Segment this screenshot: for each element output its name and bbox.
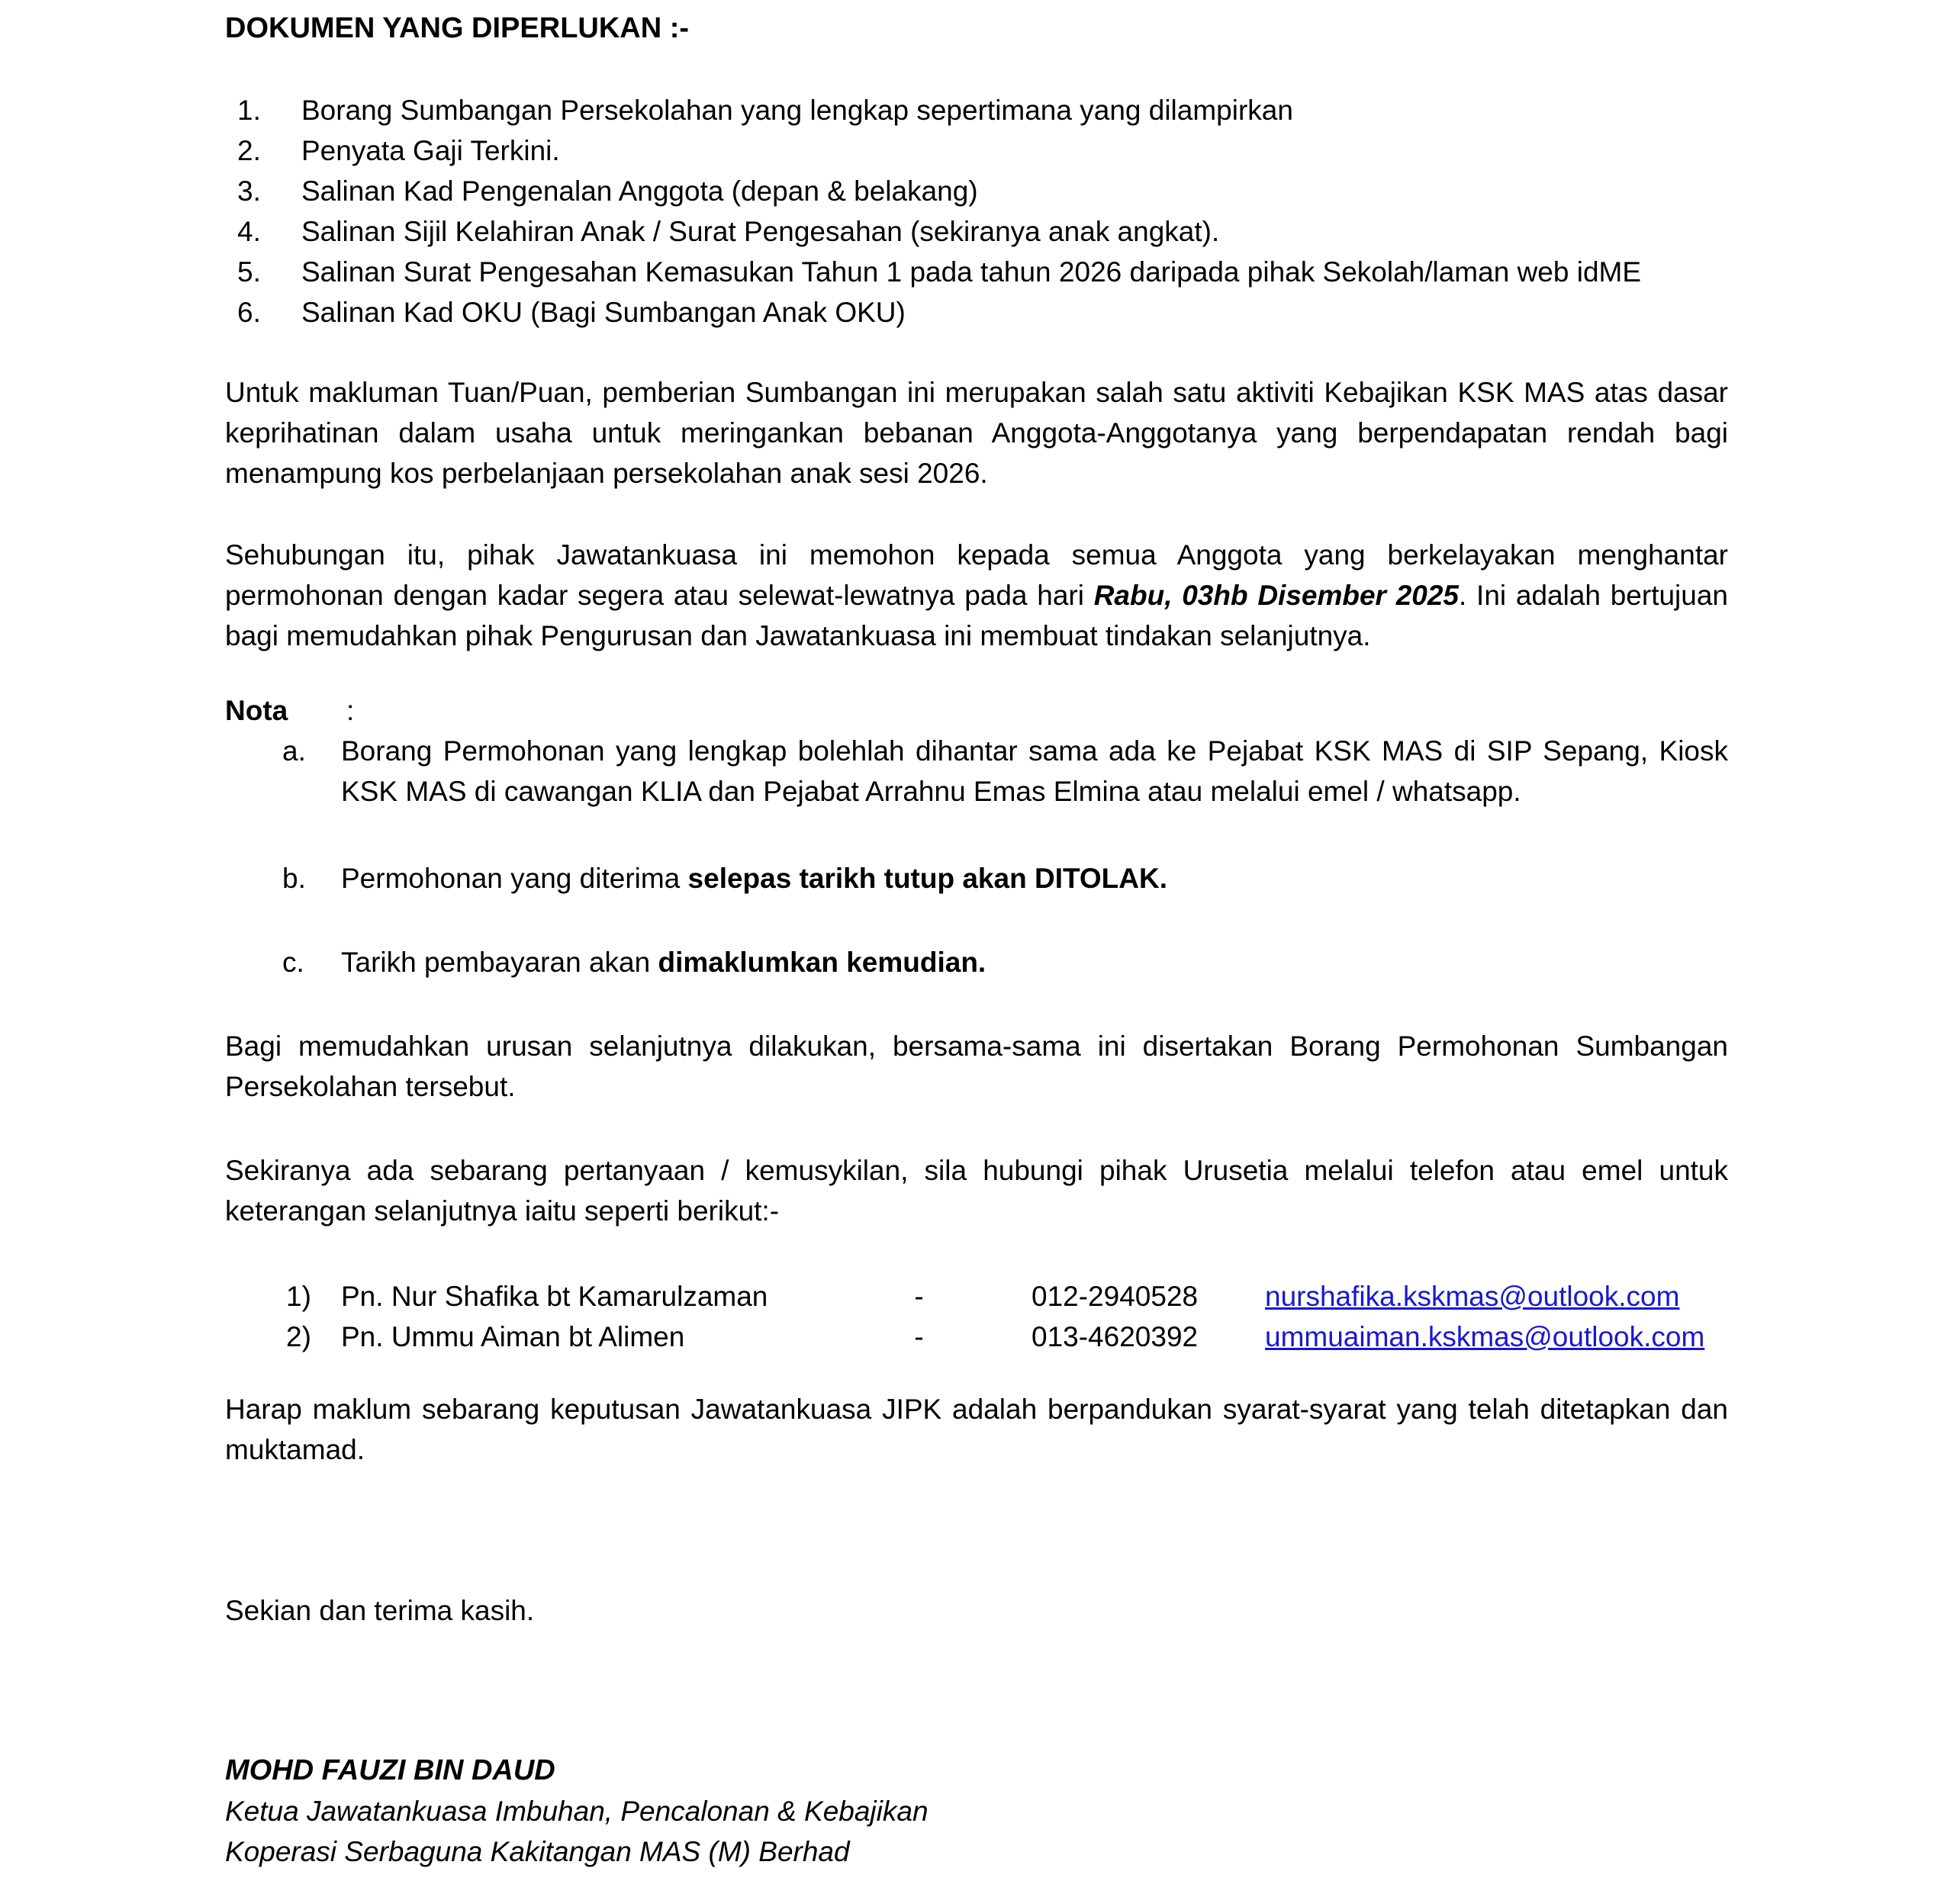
contact-row [286,1317,1728,1357]
contact-number: 2) [286,1321,311,1352]
list-item-text: Borang Sumbangan Persekolahan yang lengkap sepertimana yang dilampirkan [301,95,1293,126]
paragraph-intro: Untuk makluman Tuan/Puan, pemberian Sumbangan ini merupakan salah satu aktiviti Kebajikan KSK MAS atas dasar keprihatinan dalam usaha untuk meringankan bebanan Anggota-Anggotanya yang berpendapatan rendah bagi menampung kos perbelanjaan persekolahan anak sesi 2026. [225,377,1728,489]
contact-separator: - [914,1281,924,1312]
list-item-text: Salinan Kad Pengenalan Anggota (depan & belakang) [301,175,978,207]
list-item-text: Salinan Kad OKU (Bagi Sumbangan Anak OKU) [301,297,906,328]
required-doc-item [237,90,1728,130]
list-item-text: Salinan Surat Pengesahan Kemasukan Tahun 1 pada tahun 2026 daripada pihak Sekolah/laman web idME [301,256,1642,288]
contact-row [286,1276,1728,1317]
required-documents-list [237,90,1728,333]
nota-item-a [282,731,1728,812]
required-doc-item [237,252,1728,292]
list-number: 6. [237,297,261,328]
paragraph-enquiry: Sekiranya ada sebarang pertanyaan / kemusykilan, sila hubungi pihak Urusetia melalui telefon atau emel untuk keterangan selanjutnya iaitu seperti berikut:- [225,1155,1728,1227]
nota-item-b-bold: selepas tarikh tutup akan DITOLAK. [687,863,1168,894]
deadline-date-emphasis: Rabu, 03hb Disember 2025 [1093,580,1460,611]
nota-label: Nota [225,695,288,726]
contact-email-cell [1265,1276,1728,1317]
contact-phone: 013-4620392 [1031,1321,1199,1352]
signatory-organisation: Koperasi Serbaguna Kakitangan MAS (M) Berhad [225,1836,850,1867]
nota-heading [225,690,1728,731]
nota-item-b-text [341,858,1728,899]
list-item-text: Penyata Gaji Terkini. [301,135,560,166]
nota-item-c-bold: dimaklumkan kemudian. [658,947,986,978]
list-number: 5. [237,256,261,288]
contact-number: 1) [286,1281,311,1312]
signatory-name: MOHD FAUZI BIN DAUD [225,1754,555,1786]
signature-block [225,1751,1728,1872]
list-number: 2. [237,135,261,166]
closing-line: Sekian dan terima kasih. [225,1595,535,1626]
list-letter: a. [282,735,306,767]
paragraph-final-notice: Harap maklum sebarang keputusan Jawatankuasa JIPK adalah berpandukan syarat-syarat yang telah ditetapkan dan muktamad. [225,1394,1728,1465]
list-letter: c. [282,947,304,978]
nota-item-b-pre: Permohonan yang diterima [341,863,688,894]
required-doc-item [237,292,1728,333]
nota-item-b [282,858,1728,899]
nota-item-c [282,942,1728,982]
document-title: DOKUMEN YANG DIPERLUKAN :- [225,12,690,44]
nota-item-c-pre: Tarikh pembayaran akan [341,947,658,978]
list-number: 3. [237,175,261,207]
contact-email-cell [1265,1317,1728,1357]
deadline-text-pre: Sehubungan itu, pihak Jawatankuasa ini memohon kepada semua Anggota yang berkelayakan menghantar permohonan dengan kadar segera atau selewat-lewatnya pada hari [225,539,1728,611]
list-letter: b. [282,863,306,894]
signatory-role: Ketua Jawatankuasa Imbuhan, Pencalonan & Kebajikan [225,1796,929,1827]
deadline-text-post: . Ini adalah bertujuan bagi memudahkan pihak Pengurusan dan Jawatankuasa ini membuat tindakan selanjutnya. [225,580,1729,651]
paragraph-deadline [225,535,1728,656]
contact-list [286,1276,1728,1357]
list-number: 4. [237,216,261,247]
nota-item-c-text [341,942,1728,982]
email-link[interactable]: nurshafika.kskmas@outlook.com [1265,1281,1680,1312]
paragraph-attachment: Bagi memudahkan urusan selanjutnya dilakukan, bersama-sama ini disertakan Borang Permohonan Sumbangan Persekolahan tersebut. [225,1030,1728,1102]
nota-colon: : [346,695,355,726]
required-doc-item [237,211,1728,252]
contact-separator: - [914,1321,924,1352]
list-number: 1. [237,95,261,126]
nota-item-a-text: Borang Permohonan yang lengkap bolehlah dihantar sama ada ke Pejabat KSK MAS di SIP Sepang, Kiosk KSK MAS di cawangan KLIA dan Pejabat Arrahnu Emas Elmina atau melalui emel / whatsapp. [341,735,1728,807]
required-doc-item [237,171,1728,211]
contact-name: Pn. Nur Shafika bt Kamarulzaman [341,1281,768,1312]
required-doc-item [237,130,1728,171]
email-link[interactable]: ummuaiman.kskmas@outlook.com [1265,1321,1705,1352]
contact-phone: 012-2940528 [1031,1281,1199,1312]
contact-name: Pn. Ummu Aiman bt Alimen [341,1321,685,1352]
list-item-text: Salinan Sijil Kelahiran Anak / Surat Pengesahan (sekiranya anak angkat). [301,216,1220,247]
